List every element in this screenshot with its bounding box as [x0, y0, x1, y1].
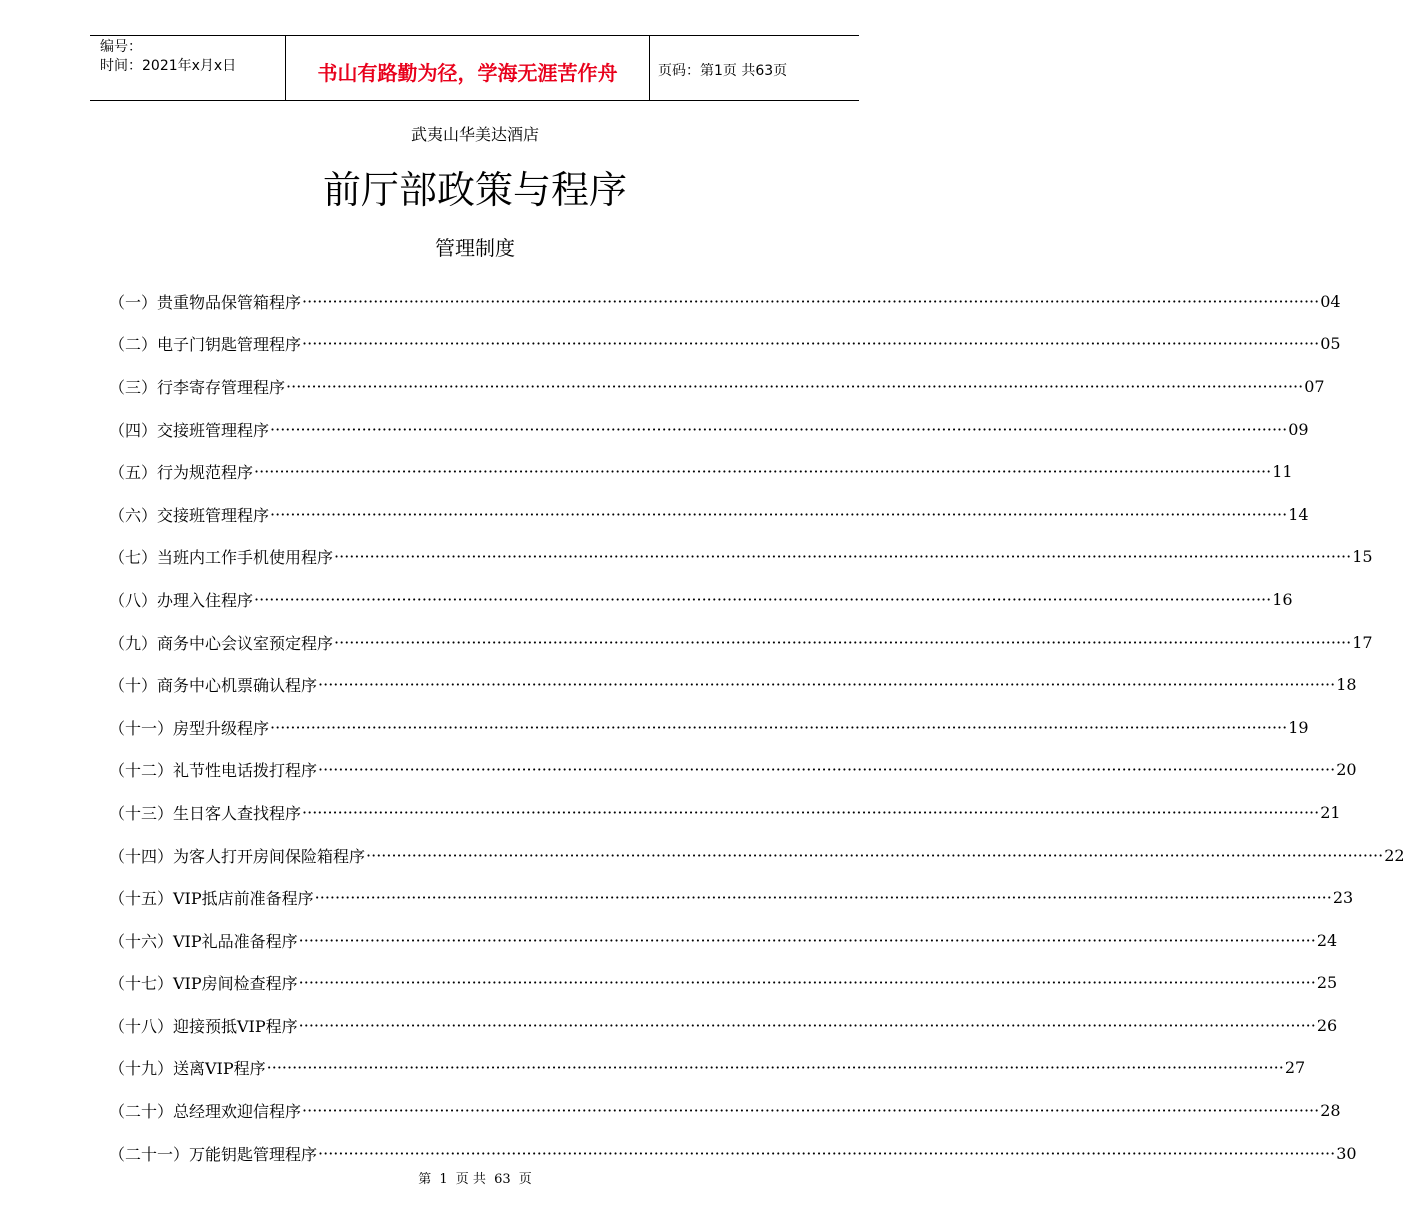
toc-entry-title: （十）商务中心机票确认程序	[109, 676, 318, 696]
toc-entry[interactable]	[109, 1089, 1341, 1132]
toc-leader-dots: ········································································································································································································	[266, 1058, 1284, 1078]
toc-entry-title: （二十一）万能钥匙管理程序	[109, 1144, 318, 1164]
toc-leader-dots: ········································································································································································································	[318, 675, 1336, 695]
toc-leader-dots: ········································································································································································································	[302, 334, 1320, 354]
toc-entry-title: （八）办理入住程序	[109, 590, 254, 610]
toc-entry-title: （二十）总经理欢迎信程序	[109, 1102, 302, 1122]
toc-entry-page: 07	[1304, 376, 1325, 396]
toc-entry[interactable]	[109, 834, 1405, 877]
toc-entry[interactable]	[109, 408, 1309, 451]
toc-entry[interactable]	[109, 621, 1373, 664]
toc-entry-page: 30	[1336, 1143, 1357, 1163]
toc-entry-title: （四）交接班管理程序	[109, 420, 270, 440]
toc-entry-page: 14	[1288, 504, 1309, 524]
toc-entry-title: （十九）送离VIP程序	[109, 1059, 266, 1079]
toc-entry-page: 18	[1336, 675, 1357, 695]
toc-entry[interactable]	[109, 663, 1357, 706]
toc-entry[interactable]	[109, 1004, 1338, 1047]
toc-entry-title: （十一）房型升级程序	[109, 718, 270, 738]
footer-page: 1	[439, 1172, 448, 1187]
toc-entry[interactable]	[109, 876, 1354, 919]
toc-entry[interactable]	[109, 706, 1309, 749]
table-of-contents	[109, 280, 1405, 1174]
toc-entry-page: 23	[1332, 888, 1354, 908]
toc-entry-title: （九）商务中心会议室预定程序	[109, 633, 334, 653]
toc-entry[interactable]	[109, 791, 1341, 834]
toc-leader-dots: ········································································································································································································	[298, 1015, 1316, 1035]
toc-entry-page: 27	[1284, 1058, 1306, 1078]
toc-entry-page: 05	[1320, 334, 1341, 354]
header-page-number: 页码：第1页 共63页	[658, 63, 788, 79]
toc-entry[interactable]	[109, 1047, 1306, 1090]
page-footer	[0, 1168, 950, 1187]
toc-entry[interactable]	[109, 749, 1357, 792]
toc-entry[interactable]	[109, 493, 1309, 536]
toc-entry-title: （十四）为客人打开房间保险箱程序	[109, 846, 366, 866]
toc-entry-title: （二）电子门钥匙管理程序	[109, 335, 302, 355]
toc-entry-page: 16	[1272, 589, 1293, 609]
toc-leader-dots: ········································································································································································································	[334, 547, 1352, 567]
toc-entry-title: （一）贵重物品保管箱程序	[109, 292, 302, 312]
toc-entry[interactable]	[109, 323, 1341, 366]
organization-name: 武夷山华美达酒店	[410, 125, 539, 144]
toc-entry[interactable]	[109, 962, 1338, 1005]
toc-leader-dots: ········································································································································································································	[318, 1143, 1336, 1163]
toc-entry-title: （十二）礼节性电话拨打程序	[109, 761, 318, 781]
toc-entry-page: 24	[1316, 930, 1338, 950]
toc-leader-dots: ········································································································································································································	[286, 376, 1304, 396]
toc-entry-page: 21	[1320, 802, 1341, 822]
footer-total: 63	[494, 1172, 511, 1187]
toc-leader-dots: ········································································································································································································	[366, 845, 1384, 865]
toc-leader-dots: ········································································································································································································	[298, 973, 1316, 993]
toc-entry-title: （十七）VIP房间检查程序	[109, 974, 298, 994]
toc-leader-dots: ········································································································································································································	[334, 632, 1352, 652]
toc-entry-page: 09	[1288, 419, 1309, 439]
toc-entry-title: （十五）VIP抵店前准备程序	[109, 889, 314, 909]
footer-mid: 页 共	[455, 1172, 486, 1187]
footer-suffix: 页	[518, 1172, 532, 1187]
toc-entry-page: 28	[1320, 1101, 1341, 1121]
toc-entry[interactable]	[109, 365, 1325, 408]
toc-entry-title: （十六）VIP礼品准备程序	[109, 931, 298, 951]
toc-entry-page: 20	[1336, 760, 1357, 780]
document-date-label: 时间：2021年x月x日	[100, 58, 237, 74]
toc-entry-title: （十八）迎接预抵VIP程序	[109, 1016, 298, 1036]
toc-entry-page: 25	[1316, 973, 1338, 993]
footer-prefix: 第	[418, 1172, 432, 1187]
toc-entry-title: （三）行李寄存管理程序	[109, 377, 286, 397]
toc-entry-title: （十三）生日客人查找程序	[109, 803, 302, 823]
toc-leader-dots: ········································································································································································································	[270, 419, 1288, 439]
toc-entry-page: 26	[1316, 1015, 1338, 1035]
toc-leader-dots: ········································································································································································································	[254, 589, 1272, 609]
document-number-label: 编号：	[100, 39, 142, 55]
toc-entry-title: （七）当班内工作手机使用程序	[109, 548, 334, 568]
toc-entry-page: 04	[1320, 291, 1341, 311]
toc-entry[interactable]	[109, 919, 1338, 962]
toc-leader-dots: ········································································································································································································	[254, 462, 1272, 482]
toc-leader-dots: ········································································································································································································	[318, 760, 1336, 780]
toc-leader-dots: ········································································································································································································	[302, 1101, 1320, 1121]
toc-entry-page: 11	[1272, 462, 1293, 482]
toc-entry-page: 17	[1352, 632, 1373, 652]
toc-entry[interactable]	[109, 450, 1293, 493]
toc-entry-page: 19	[1288, 717, 1309, 737]
toc-leader-dots: ········································································································································································································	[298, 930, 1316, 950]
toc-entry[interactable]	[109, 578, 1293, 621]
toc-entry-page: 15	[1352, 547, 1373, 567]
document-title: 前厅部政策与程序	[322, 168, 627, 212]
toc-leader-dots: ········································································································································································································	[270, 717, 1288, 737]
toc-entry[interactable]	[109, 536, 1373, 579]
header-meta	[90, 36, 286, 100]
page-header	[90, 35, 859, 101]
toc-entry-title: （五）行为规范程序	[109, 463, 254, 483]
header-motto: 书山有路勤为径，学海无涯苦作舟	[286, 36, 650, 100]
toc-leader-dots: ········································································································································································································	[270, 504, 1288, 524]
toc-leader-dots: ········································································································································································································	[302, 802, 1320, 822]
toc-leader-dots: ········································································································································································································	[302, 291, 1320, 311]
toc-leader-dots: ········································································································································································································	[314, 888, 1332, 908]
toc-entry-title: （六）交接班管理程序	[109, 505, 270, 525]
document-subtitle: 管理制度	[435, 236, 515, 260]
toc-entry[interactable]	[109, 280, 1341, 323]
toc-entry-page: 22	[1384, 845, 1405, 865]
